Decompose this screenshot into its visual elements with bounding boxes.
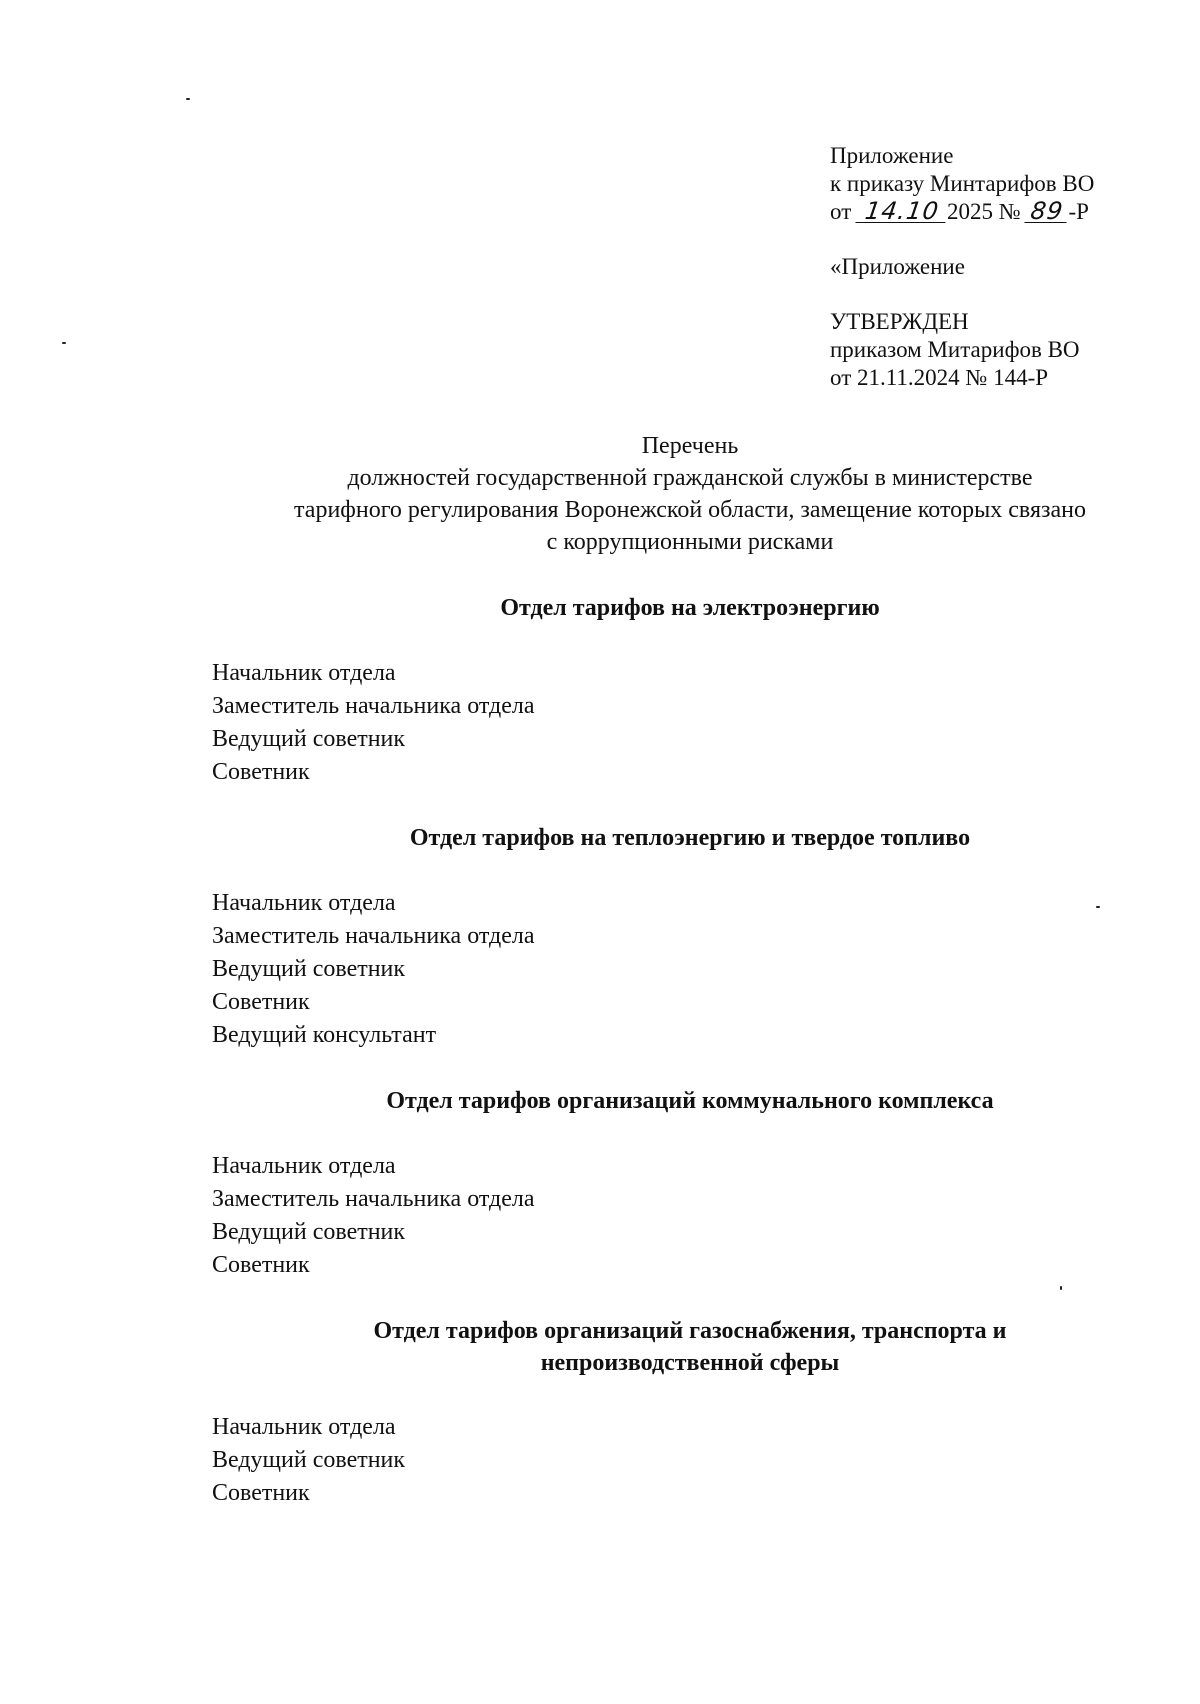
approval-order-date: от 21.11.2024 № 144-Р: [830, 365, 1049, 390]
title-line-1: Перечень: [641, 433, 739, 459]
appendix-title: Приложение: [830, 143, 954, 168]
title-line-3: тарифного регулирования Воронежской области, замещение которых связано: [294, 497, 1086, 523]
section-heading-communal: [150, 1085, 1200, 1117]
list-item: Ведущий советник: [212, 726, 406, 752]
order-date-prefix: от: [830, 199, 857, 224]
list-item: Начальник отдела: [212, 1414, 396, 1440]
scan-speck: [1096, 906, 1100, 908]
order-number-suffix: -Р: [1068, 199, 1089, 224]
list-item: Ведущий советник: [212, 956, 406, 982]
position-list-electricity: [212, 657, 535, 789]
appendix-order-ref: к приказу Минтарифов ВО: [830, 171, 1095, 196]
appendix-header: [830, 142, 1094, 392]
section-heading-text: Отдел тарифов на теплоэнергию и твердое топливо: [409, 825, 971, 851]
section-heading-text: Отдел тарифов организаций коммунального комплекса: [386, 1088, 994, 1114]
approval-order-ref: приказом Митарифов ВО: [830, 337, 1080, 362]
section-heading-text: непроизводственной сферы: [540, 1350, 840, 1376]
section-heading-heat: [150, 822, 1200, 854]
list-item: Ведущий консультант: [212, 1022, 437, 1048]
position-list-gas: [212, 1411, 405, 1510]
order-year: 2025 №: [947, 199, 1021, 224]
handwritten-order-number: 89: [1025, 200, 1070, 223]
section-heading-gas: [150, 1315, 1200, 1379]
list-item: Начальник отдела: [212, 890, 396, 916]
approval-stamp-text: УТВЕРЖДЕН: [830, 309, 969, 334]
list-item: Начальник отдела: [212, 660, 396, 686]
scan-speck: [62, 342, 66, 344]
handwritten-order-date: 14.10: [855, 200, 948, 223]
list-item: Заместитель начальника отдела: [212, 693, 535, 719]
list-item: Заместитель начальника отдела: [212, 1186, 535, 1212]
title-line-2: должностей государственной гражданской службы в министерстве: [347, 465, 1033, 491]
position-list-heat: [212, 887, 535, 1052]
scan-speck: [186, 98, 190, 100]
scan-speck: [1060, 1286, 1062, 1290]
position-list-communal: [212, 1150, 535, 1282]
list-item: Советник: [212, 1480, 310, 1506]
list-item: Ведущий советник: [212, 1219, 406, 1245]
list-item: Советник: [212, 989, 310, 1015]
document-title: [150, 430, 1200, 558]
list-item: Заместитель начальника отдела: [212, 923, 535, 949]
appendix-order-date-line: [830, 198, 1094, 226]
list-item: Советник: [212, 759, 310, 785]
list-item: Начальник отдела: [212, 1153, 396, 1179]
title-line-4: с коррупционными рисками: [546, 529, 834, 555]
section-heading-text: Отдел тарифов на электроэнергию: [500, 595, 880, 621]
list-item: Ведущий советник: [212, 1447, 406, 1473]
list-item: Советник: [212, 1252, 310, 1278]
section-heading-text: Отдел тарифов организаций газоснабжения, транспорта и: [373, 1318, 1007, 1344]
section-heading-electricity: [150, 592, 1200, 624]
quoted-appendix-label: «Приложение: [830, 254, 965, 279]
